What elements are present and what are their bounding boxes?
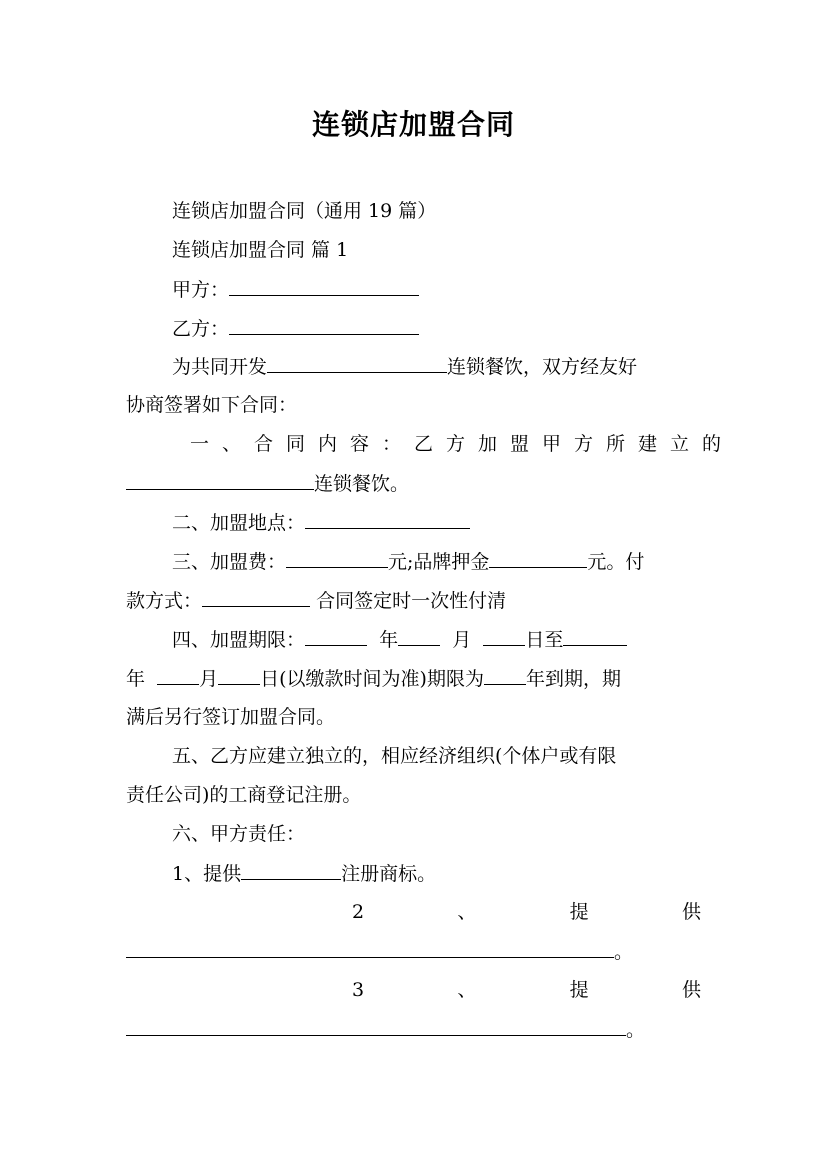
item6-1-blank	[241, 861, 341, 880]
item1-line: 一、合同内容：乙方加盟甲方所建立的	[190, 433, 735, 455]
item6-2-blank	[126, 939, 614, 958]
item6-2-line-2	[126, 939, 633, 964]
subtitle-line: 连锁店加盟合同（通用 19 篇）	[172, 200, 437, 222]
item3-text-e: 合同签定时一次性付清	[316, 590, 507, 612]
item6-2-sep: 、	[457, 901, 477, 923]
item4-b-end: 年到期，期	[525, 668, 621, 690]
item3-line-2	[126, 588, 506, 613]
item4-text-a: 四、加盟期限：	[172, 629, 306, 651]
item3-text-d: 款方式：	[126, 590, 203, 612]
intro-text-a: 为共同开发	[172, 356, 268, 378]
item2-line	[172, 510, 470, 535]
item4-year: 年	[379, 629, 399, 651]
item3-payment-blank	[202, 588, 310, 607]
party-b-blank	[229, 316, 419, 335]
item6-2-num: 2	[352, 901, 365, 923]
item4-end-year-blank	[563, 627, 627, 646]
item1-line-2	[126, 471, 409, 496]
item3-text-c: 元。付	[587, 551, 645, 573]
party-a-line	[172, 277, 419, 302]
item1-text-b: 连锁餐饮。	[314, 473, 410, 495]
chapter-heading: 连锁店加盟合同 篇 1	[172, 239, 349, 261]
item4-line-2	[126, 666, 621, 691]
item3-deposit-blank	[489, 549, 587, 568]
item6-1-text-a: 1、提供	[172, 863, 242, 885]
item4-b-rest: 日(以缴款时间为准)期限为	[260, 668, 484, 690]
item6-2-end: 。	[614, 941, 634, 963]
item2-text: 二、加盟地点：	[172, 512, 306, 534]
item1-blank	[126, 471, 314, 490]
item6-1-line	[172, 861, 436, 886]
item4-b-year: 年	[126, 668, 146, 690]
item4-year-blank	[305, 627, 367, 646]
item6-3-line	[352, 978, 701, 1002]
item4-b-month: 月	[199, 668, 219, 690]
item6-heading: 六、甲方责任：	[172, 823, 306, 845]
item4-line	[172, 627, 627, 652]
intro-blank	[267, 354, 447, 373]
document-title: 连锁店加盟合同	[311, 108, 515, 141]
item3-text-a: 三、加盟费：	[172, 551, 287, 573]
item6-2-word2: 供	[681, 901, 701, 923]
item3-line	[172, 549, 644, 574]
item3-fee-blank	[286, 549, 388, 568]
item6-3-line-2	[126, 1017, 645, 1042]
intro-text-b: 连锁餐饮，双方经友好	[447, 356, 638, 378]
item6-1-text-b: 注册商标。	[341, 863, 437, 885]
item6-3-word2: 供	[681, 979, 701, 1001]
item6-3-num: 3	[352, 979, 365, 1001]
party-b-line	[172, 316, 419, 341]
item4-end-month-blank	[157, 666, 199, 685]
item4-month: 月	[452, 629, 472, 651]
item4-month-blank	[398, 627, 440, 646]
item4-day-blank	[483, 627, 525, 646]
item6-3-end: 。	[626, 1019, 646, 1041]
item4-day-to: 日至	[525, 629, 564, 651]
item5-line-2: 责任公司)的工商登记注册。	[126, 784, 362, 806]
item4-term-blank	[484, 666, 526, 685]
item6-2-line	[352, 900, 701, 924]
intro-line	[172, 354, 637, 379]
item6-3-sep: 、	[457, 979, 477, 1001]
intro-line-2: 协商签署如下合同：	[126, 394, 298, 416]
item4-line-3: 满后另行签订加盟合同。	[126, 706, 336, 728]
party-b-label: 乙方：	[172, 318, 230, 340]
item6-3-blank	[126, 1017, 626, 1036]
item6-2-word1: 提	[569, 901, 589, 923]
item4-end-day-blank	[218, 666, 260, 685]
party-a-blank	[229, 277, 419, 296]
item5-line: 五、乙方应建立独立的，相应经济组织(个体户或有限	[172, 745, 617, 767]
party-a-label: 甲方：	[172, 279, 230, 301]
item2-blank	[305, 510, 470, 529]
item6-3-word1: 提	[569, 979, 589, 1001]
item3-text-b: 元;品牌押金	[388, 551, 490, 573]
